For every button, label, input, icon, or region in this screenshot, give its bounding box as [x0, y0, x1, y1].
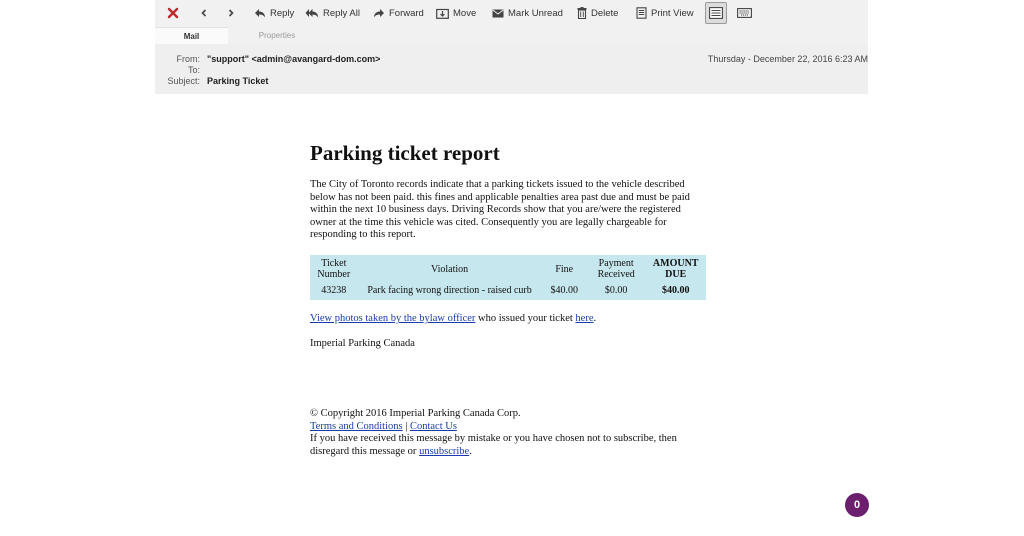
mark-unread-label: Mark Unread — [508, 7, 563, 19]
move-folder-icon — [436, 8, 449, 19]
previous-message-button[interactable] — [200, 4, 212, 22]
cell-fine: $40.00 — [550, 284, 578, 296]
col-payment-received: Payment Received — [597, 257, 635, 281]
reply-all-label: Reply All — [323, 7, 360, 19]
move-button[interactable] — [436, 4, 476, 22]
trash-icon — [577, 7, 587, 19]
chevron-left-icon — [200, 8, 208, 18]
terms-link[interactable]: Terms and Conditions — [310, 420, 403, 432]
next-message-button[interactable] — [227, 4, 239, 22]
forward-label: Forward — [389, 7, 424, 19]
reply-button[interactable] — [254, 4, 294, 22]
table-row — [310, 283, 706, 301]
notification-badge[interactable]: 0 — [845, 493, 869, 517]
ticket-table — [310, 255, 706, 301]
reply-all-icon — [305, 8, 319, 18]
photos-period: . — [593, 313, 597, 325]
photos-line — [310, 312, 710, 325]
subject-row — [155, 76, 868, 87]
col-fine: Fine — [555, 263, 574, 275]
cell-amount-due: $40.00 — [661, 284, 690, 296]
forward-icon — [373, 8, 385, 18]
unsubscribe-link[interactable]: unsubscribe — [419, 445, 470, 457]
delete-button[interactable] — [577, 4, 618, 22]
subject-label: Subject: — [167, 76, 200, 86]
view-layout-button[interactable] — [705, 2, 727, 24]
tab-mail[interactable]: Mail — [155, 27, 228, 44]
message-tabs — [155, 27, 868, 44]
delete-label: Delete — [591, 7, 619, 19]
footer-separator: | — [405, 420, 408, 432]
printer-icon — [636, 7, 647, 19]
subject-value: Parking Ticket — [207, 76, 269, 86]
unsubscribe-period: . — [469, 445, 472, 457]
contact-link[interactable]: Contact Us — [409, 420, 457, 432]
mail-window — [155, 0, 868, 94]
cell-ticket-number: 43238 — [321, 284, 347, 296]
to-row — [155, 65, 868, 76]
company-name: Imperial Parking Canada — [310, 338, 415, 350]
tab-properties[interactable]: Properties — [258, 31, 296, 40]
email-intro: The City of Toronto records indicate that a parking tickets issued to the vehicle described below has not been paid. this fines and applicable penalties area past due and must be paid within the next 10 business days. Driving Records show that you are/were the registered owner at the time this vehicle was cited. Consequently you are legally chargeable for responding to this report. — [310, 179, 690, 241]
message-date: Thursday - December 22, 2016 6:23 AM — [707, 54, 868, 64]
from-value[interactable]: "support" <admin@avangard-dom.com> — [207, 54, 381, 64]
to-label: To: — [187, 65, 200, 75]
reply-label: Reply — [270, 7, 295, 19]
email-footer — [310, 408, 710, 458]
cell-violation: Park facing wrong direction - raised curb — [367, 284, 532, 296]
unsubscribe-text: If you have received this message by mistake or you have chosen not to subscribe, then disregard this message or — [310, 433, 677, 457]
mark-unread-button[interactable] — [492, 4, 563, 22]
email-body — [310, 140, 710, 350]
close-button[interactable] — [167, 4, 183, 22]
col-amount-due: AMOUNT DUE — [652, 257, 699, 281]
envelope-icon — [492, 9, 504, 18]
close-icon — [167, 7, 179, 19]
layout-icon — [709, 7, 723, 19]
print-view-label: Print View — [651, 7, 694, 19]
reply-all-button[interactable] — [305, 4, 360, 22]
view-keyboard-button[interactable] — [734, 4, 754, 22]
move-label: Move — [453, 7, 477, 19]
copyright-text: © Copyright 2016 Imperial Parking Canada Corp. — [310, 408, 521, 419]
cell-payment-received: $0.00 — [604, 284, 628, 296]
chevron-right-icon — [227, 8, 235, 18]
unsubscribe-line — [310, 433, 710, 458]
keyboard-icon — [737, 8, 752, 18]
print-view-button[interactable] — [636, 4, 694, 22]
table-header-row — [310, 255, 706, 283]
reply-icon — [254, 8, 266, 18]
photos-text: who issued your ticket — [478, 313, 573, 325]
footer-links — [310, 421, 710, 434]
email-title: Parking ticket report — [310, 141, 500, 165]
forward-button[interactable] — [373, 4, 424, 22]
toolbar — [155, 0, 868, 27]
from-label: From: — [176, 54, 200, 64]
here-link[interactable]: here — [575, 313, 594, 325]
message-headers — [155, 44, 868, 94]
view-photos-link[interactable]: View photos taken by the bylaw officer — [310, 313, 476, 325]
col-violation: Violation — [430, 263, 469, 275]
col-ticket-number: Ticket Number — [317, 257, 351, 281]
